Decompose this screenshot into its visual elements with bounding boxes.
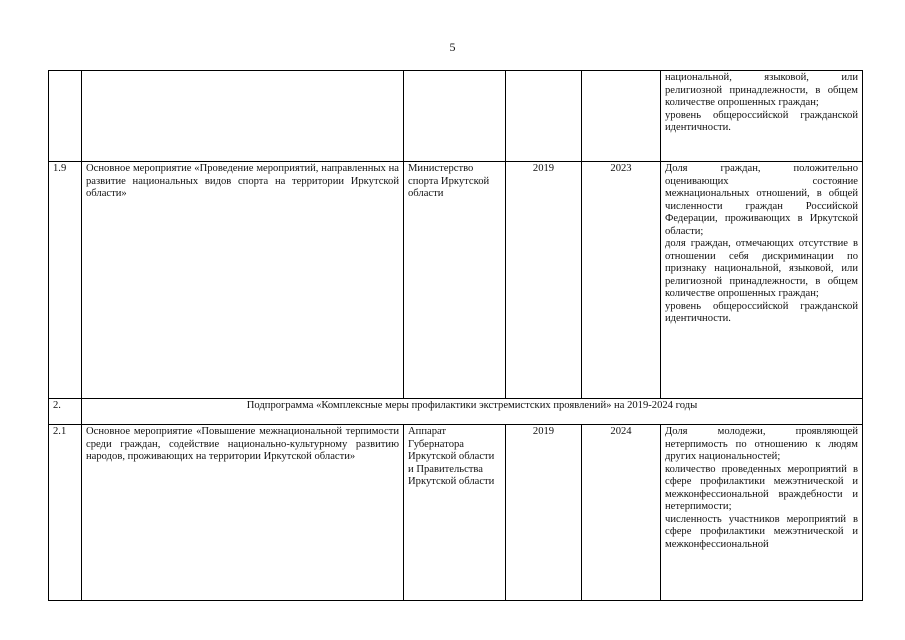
indicator-text: количество проведенных мероприятий в сфере профилактики межэтнической и межконфессиональной враждебности и нетерпимости;: [665, 463, 858, 512]
indicator-text: доля граждан, отмечающих отсутствие в отношении себя дискриминации по признаку национальной, языковой, или религиозной принадлежности, в общем количестве опрошенных граждан;: [665, 238, 858, 299]
cell-indicators: [661, 425, 863, 601]
cell-num: 2.: [49, 399, 82, 425]
cell-executor: Аппарат Губернатора Иркутской области и Правительства Иркутской области: [404, 425, 506, 601]
cell-executor: Министерство спорта Иркутской области: [404, 162, 506, 399]
indicator-text: уровень общероссийской гражданской идентичности.: [665, 300, 858, 324]
cell-name: Основное мероприятие «Проведение мероприятий, направленных на развитие национальных видов спорта на территории Иркутской области»: [82, 162, 404, 399]
indicator-text: уровень общероссийской гражданской идентичности.: [665, 109, 858, 133]
cell-name: [82, 71, 404, 162]
cell-indicators: [661, 162, 863, 399]
cell-num: 1.9: [49, 162, 82, 399]
cell-name: Основное мероприятие «Повышение межнациональной терпимости среди граждан, содействие национально-культурному развитию народов, проживающих на территории Иркутской области»: [82, 425, 404, 601]
table-row-continuation: [49, 71, 863, 162]
cell-num: 2.1: [49, 425, 82, 601]
cell-end-year: 2024: [582, 425, 661, 601]
indicator-text: национальной, языковой, или религиозной принадлежности, в общем количестве опрошенных граждан;: [665, 72, 858, 108]
cell-num: [49, 71, 82, 162]
cell-start-year: 2019: [506, 425, 582, 601]
cell-start-year: [506, 71, 582, 162]
table-row-subprogram-2: [49, 399, 863, 425]
subprogram-title: Подпрограмма «Комплексные меры профилактики экстремистских проявлений» на 2019-2024 годы: [82, 399, 863, 425]
indicator-text: численность участников мероприятий в сфере профилактики межэтнической и межконфессиональной: [665, 513, 858, 550]
table-row-1-9: [49, 162, 863, 399]
program-table: [48, 70, 863, 601]
cell-end-year: [582, 71, 661, 162]
page-number: 5: [449, 40, 456, 54]
table-row-2-1: [49, 425, 863, 601]
indicator-text: Доля граждан, положительно оценивающих состояние межнациональных отношений, в общей численности граждан Российской Федерации, проживающих в Иркутской области;: [665, 163, 858, 237]
cell-end-year: 2023: [582, 162, 661, 399]
indicator-text: Доля молодежи, проявляющей нетерпимость по отношению к людям других национальностей;: [665, 426, 858, 462]
cell-executor: [404, 71, 506, 162]
cell-indicators: [661, 71, 863, 162]
cell-start-year: 2019: [506, 162, 582, 399]
